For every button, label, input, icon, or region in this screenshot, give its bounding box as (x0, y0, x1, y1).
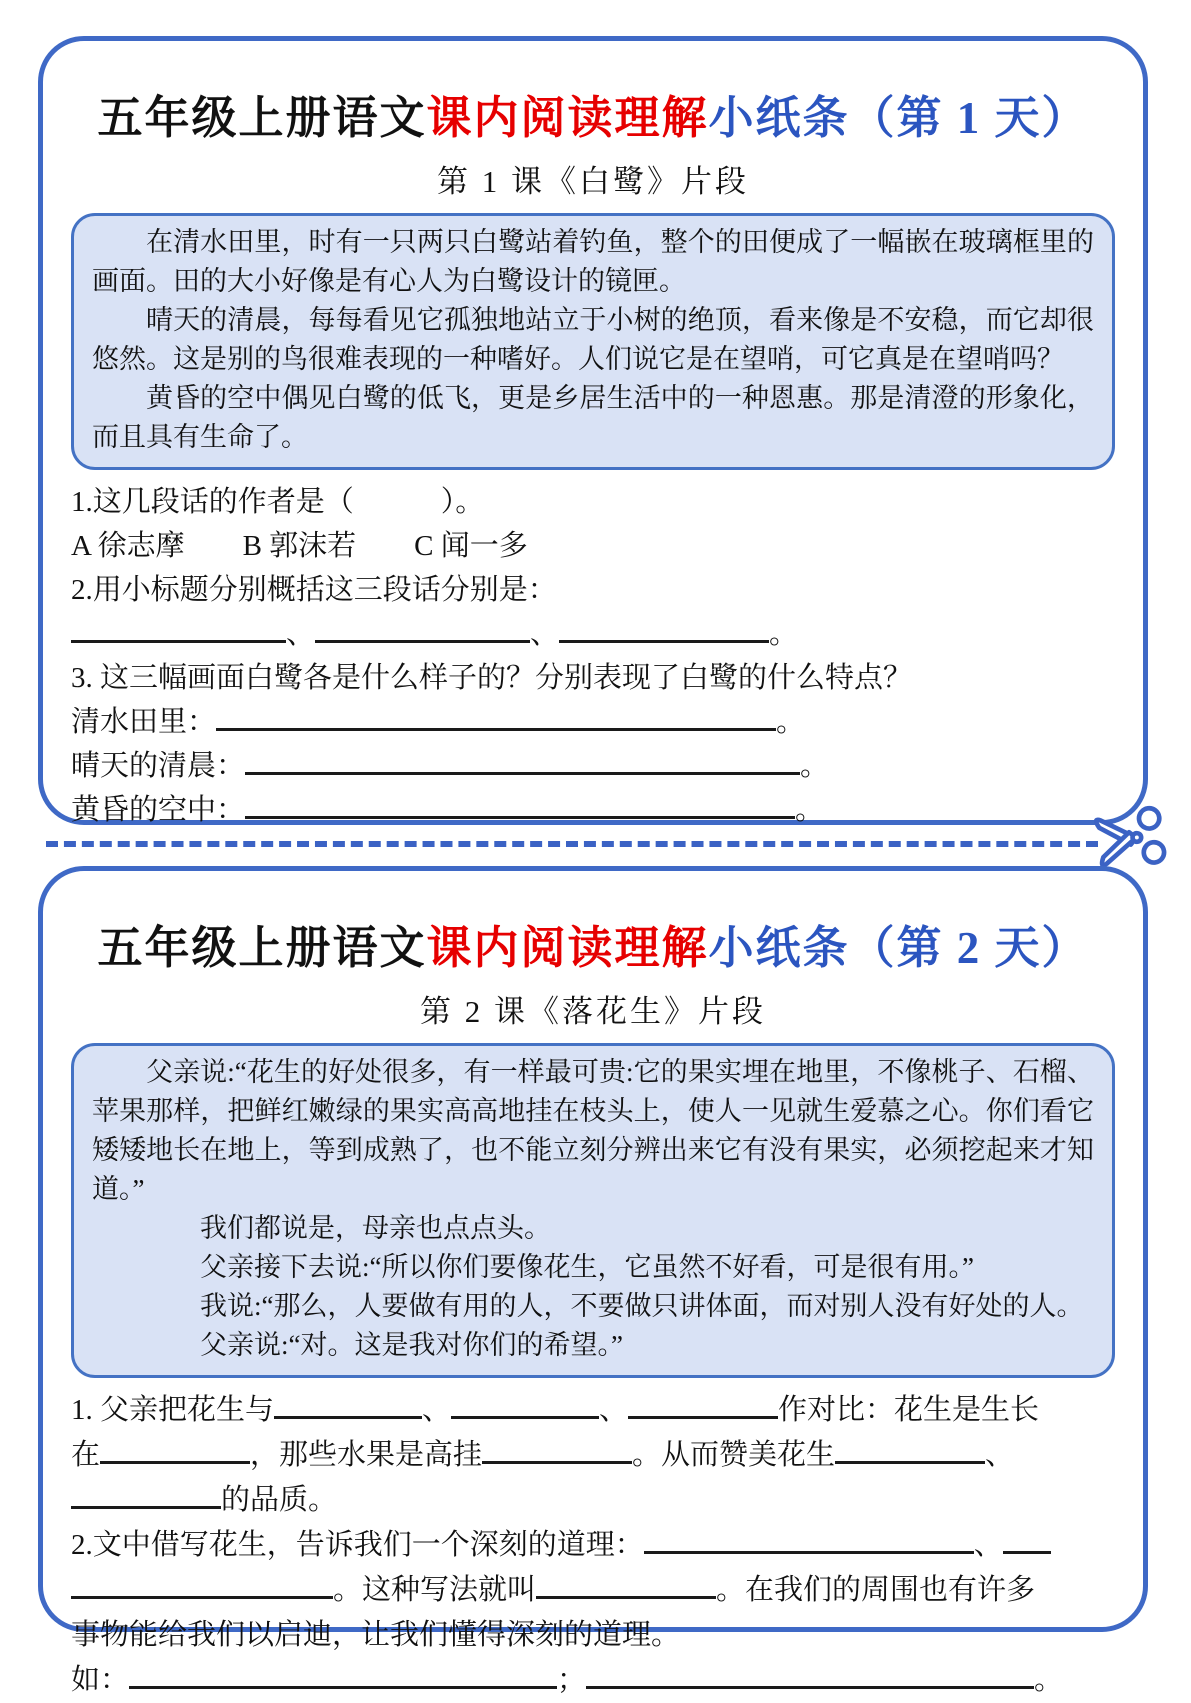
title-part-black: 五年级上册语文 (97, 923, 427, 973)
question-text: 3. 这三幅画面白鹭各是什么样子的？分别表现了白鹭的什么特点？ (71, 662, 913, 694)
question-line (71, 1433, 1115, 1478)
answer-blank-line (71, 1479, 221, 1509)
question-text: 作对比：花生是生长 (778, 1394, 1040, 1426)
question-text: 黄昏的空中： (71, 794, 246, 826)
question-text: 。在我们的周围也有许多 (716, 1574, 1036, 1606)
worksheet-sheet-day2 (38, 866, 1148, 1696)
answer-blank-line (274, 1389, 422, 1419)
question-text: 、 (422, 1394, 452, 1426)
question-line (71, 788, 1115, 832)
question-text: 、 (985, 1439, 1015, 1471)
question-text: 。 (769, 618, 799, 650)
title-part-black: 五年级上册语文 (97, 93, 427, 143)
questions-area (71, 480, 1115, 832)
answer-blank-line (71, 1569, 333, 1599)
passage-paragraph: 在清水田里，时有一只两只白鹭站着钓鱼，整个的田便成了一幅嵌在玻璃框里的画面。田的大小好像是有心人为白鹭设计的镜匣。 (92, 227, 1094, 296)
question-text: 。从而赞美花生 (632, 1439, 836, 1471)
title-part-red: 课内阅读理解 (426, 923, 709, 973)
question-line (71, 1568, 1115, 1613)
worksheet-sheet-day1 (38, 36, 1148, 825)
answer-blank-line (482, 1434, 632, 1464)
question-line (71, 1478, 1115, 1523)
answer-blank-line (451, 1389, 599, 1419)
answer-blank-line (216, 701, 776, 731)
sheet-title (71, 81, 1115, 146)
answer-blank-line (100, 1434, 250, 1464)
answer-blank-line (245, 745, 800, 775)
passage-paragraph: 我们都说是，母亲也点点头。 (200, 1213, 551, 1243)
passage-paragraph: 我说:“那么，人要做有用的人，不要做只讲体面，而对别人没有好处的人。 (200, 1291, 1084, 1321)
answer-blank-line (559, 613, 769, 643)
question-text: 、 (530, 618, 560, 650)
question-text: 2.文中借写花生，告诉我们一个深刻的道理： (71, 1529, 644, 1561)
question-text: 。 (776, 706, 806, 738)
answer-blank-line (536, 1569, 716, 1599)
answer-blank-line (835, 1434, 985, 1464)
question-text: 。 (800, 750, 830, 782)
question-text: 晴天的清晨： (71, 750, 246, 782)
sheet-title (71, 911, 1115, 976)
question-text: A 徐志摩 B 郭沫若 C 闻一多 (71, 530, 528, 562)
title-part-blue: 小纸条（第 1 天） (708, 93, 1089, 143)
answer-blank-line (315, 613, 530, 643)
question-text: 1. 父亲把花生与 (71, 1394, 275, 1426)
question-text: ； (557, 1664, 587, 1696)
passage-paragraph: 黄昏的空中偶见白鹭的低飞，更是乡居生活中的一种恩惠。那是清澄的形象化，而且具有生命了。 (92, 383, 1094, 452)
question-text: 。这种写法就叫 (333, 1574, 537, 1606)
passage-paragraph: 父亲说:“花生的好处很多，有一样最可贵:它的果实埋在地里，不像桃子、石榴、苹果那样，把鲜红嫩绿的果实高高地挂在枝头上，使人一见就生爱慕之心。你们看它矮矮地长在地上，等到成熟了，也不能立刻分辨出来它有没有果实，必须挖起来才知道。” (92, 1057, 1094, 1204)
question-line (71, 480, 1115, 524)
question-line (71, 1658, 1115, 1703)
answer-blank-line (644, 1524, 974, 1554)
question-text: 事物能给我们以启迪，让我们懂得深刻的道理。 (71, 1619, 681, 1651)
passage-paragraph: 父亲说:“对。这是我对你们的希望。” (200, 1330, 623, 1360)
question-text: 如： (71, 1664, 130, 1696)
reading-passage-box (71, 213, 1115, 470)
cut-dashed-line (46, 841, 1098, 847)
lesson-subtitle: 第 2 课《落花生》片段 (420, 994, 766, 1029)
passage-paragraph: 晴天的清晨，每每看见它孤独地站立于小树的绝顶，看来像是不安稳，而它却很悠然。这是别的鸟很难表现的一种嗜好。人们说它是在望哨，可它真是在望哨吗？ (92, 305, 1094, 374)
question-line (71, 568, 1115, 612)
question-text: 2.用小标题分别概括这三段话分别是： (71, 574, 557, 606)
question-text: 。 (1034, 1664, 1064, 1696)
question-text: 、 (286, 618, 316, 650)
title-part-blue: 小纸条（第 2 天） (708, 923, 1089, 973)
question-text: 1.这几段话的作者是（ ）。 (71, 486, 485, 518)
question-line (71, 1523, 1115, 1568)
title-part-red: 课内阅读理解 (426, 93, 709, 143)
answer-blank-line (586, 1659, 1034, 1689)
question-text: 清水田里： (71, 706, 217, 738)
answer-blank-line (628, 1389, 778, 1419)
question-text: 。 (795, 794, 825, 826)
passage-paragraph: 父亲接下去说:“所以你们要像花生，它虽然不好看，可是很有用。” (200, 1252, 974, 1282)
question-line (71, 1613, 1115, 1658)
question-line (71, 656, 1115, 700)
question-text: 、 (599, 1394, 629, 1426)
answer-blank-line (129, 1659, 557, 1689)
question-text: 的品质。 (221, 1484, 338, 1516)
question-line (71, 700, 1115, 744)
question-text: ，那些水果是高挂 (250, 1439, 483, 1471)
question-line (71, 524, 1115, 568)
reading-passage-box (71, 1043, 1115, 1378)
lesson-subtitle: 第 1 课《白鹭》片段 (437, 164, 749, 199)
question-text: 在 (71, 1439, 101, 1471)
answer-blank-line (245, 789, 795, 819)
answer-blank-line (71, 613, 286, 643)
questions-area (71, 1388, 1115, 1703)
question-line (71, 612, 1115, 656)
question-line (71, 1388, 1115, 1433)
answer-blank-line (1003, 1524, 1051, 1554)
question-line (71, 744, 1115, 788)
question-text: 、 (973, 1529, 1003, 1561)
